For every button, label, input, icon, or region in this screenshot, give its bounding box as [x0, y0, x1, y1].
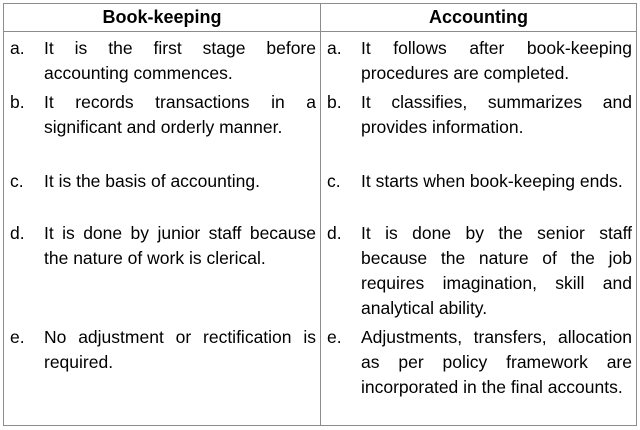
item-marker: e. [10, 327, 25, 347]
table-row [4, 217, 637, 321]
bookkeeping-cell [4, 321, 321, 426]
item-marker: a. [10, 38, 25, 58]
item-text: It classifies, summarizes and provides information. [361, 92, 632, 137]
column-header-accounting: Accounting [321, 4, 637, 32]
table-row [4, 321, 637, 426]
bookkeeping-cell [4, 86, 321, 165]
item-marker: d. [327, 223, 342, 243]
item-marker: c. [10, 171, 24, 191]
list-item [321, 32, 636, 86]
accounting-cell [321, 32, 637, 87]
list-item [4, 321, 320, 375]
table-row [4, 165, 637, 217]
item-text: It records transactions in a significant and orderly manner. [44, 92, 316, 137]
accounting-cell [321, 217, 637, 321]
list-item [321, 217, 636, 321]
list-item [321, 165, 636, 194]
list-item [4, 86, 320, 140]
accounting-cell [321, 321, 637, 426]
item-text: It is the basis of accounting. [44, 171, 260, 191]
list-item [4, 217, 320, 271]
item-marker: c. [327, 171, 341, 191]
item-marker: a. [327, 38, 342, 58]
item-text: It is done by the senior staff because the nature of the job requires imagination, skill and analytical ability. [361, 223, 632, 318]
comparison-table [3, 3, 637, 426]
column-header-bookkeeping: Book-keeping [4, 4, 321, 32]
item-text: No adjustment or rectification is required. [44, 327, 316, 372]
bookkeeping-cell [4, 32, 321, 87]
list-item [321, 321, 636, 400]
accounting-cell [321, 86, 637, 165]
item-marker: e. [327, 327, 342, 347]
header-row [4, 4, 637, 32]
item-marker: b. [10, 92, 25, 112]
item-text: It starts when book-keeping ends. [361, 171, 623, 191]
item-marker: b. [327, 92, 342, 112]
item-text: Adjustments, transfers, allocation as per policy framework are incorporated in the final accounts. [361, 327, 632, 397]
list-item [321, 86, 636, 140]
item-text: It follows after book-keeping procedures are completed. [361, 38, 632, 83]
list-item [4, 32, 320, 86]
bookkeeping-cell [4, 165, 321, 217]
table-row [4, 32, 637, 87]
table-row [4, 86, 637, 165]
list-item [4, 165, 320, 194]
item-text: It is done by junior staff because the nature of work is clerical. [44, 223, 316, 268]
accounting-cell [321, 165, 637, 217]
item-marker: d. [10, 223, 25, 243]
bookkeeping-cell [4, 217, 321, 321]
item-text: It is the first stage before accounting commences. [44, 38, 316, 83]
